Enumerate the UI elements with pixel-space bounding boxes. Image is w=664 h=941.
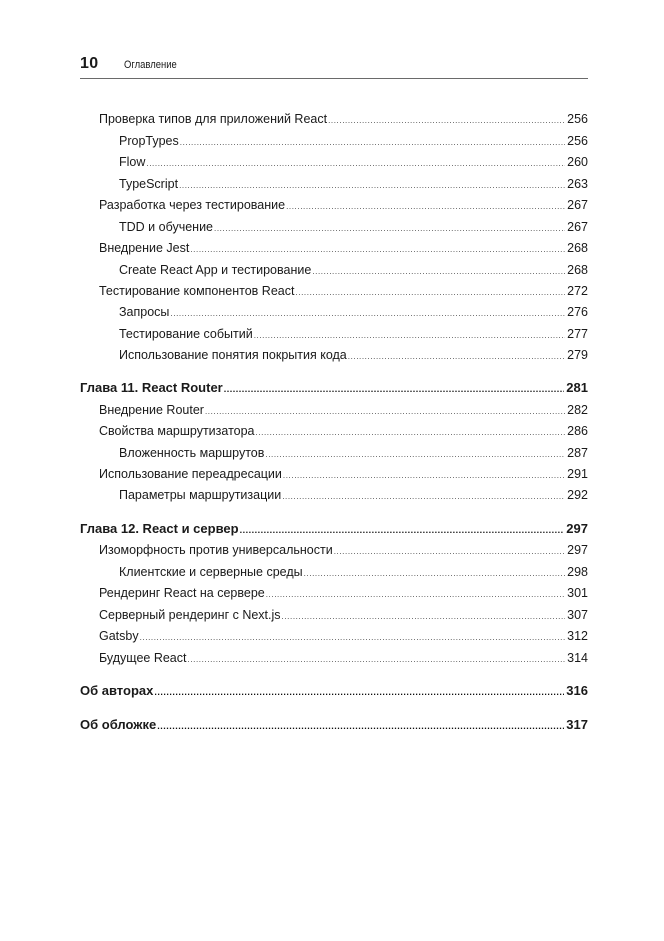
toc-entry: Внедрение Jest ..... 268 bbox=[99, 239, 588, 257]
toc-entry: Внедрение Router ..... 282 bbox=[99, 401, 588, 419]
toc-entry: TypeScript ..... 263 bbox=[119, 175, 588, 193]
toc-entry: Тестирование компонентов React ..... 272 bbox=[99, 282, 588, 300]
toc-entry: Свойства маршрутизатора ..... 286 bbox=[99, 422, 588, 440]
toc-chapter-entry: Об авторах ..... 316 bbox=[80, 682, 588, 700]
toc-entry: Использование переадресации ..... 291 bbox=[99, 465, 588, 483]
toc-entry: Тестирование событий ..... 277 bbox=[119, 325, 588, 343]
toc-entry: Flow ..... 260 bbox=[119, 153, 588, 171]
toc-entry: Запросы ..... 276 bbox=[119, 303, 588, 321]
toc-entry: Использование понятия покрытия кода ..... 279 bbox=[119, 346, 588, 364]
toc-entry: Create React App и тестирование ..... 268 bbox=[119, 261, 588, 279]
toc-entry: PropTypes ..... 256 bbox=[119, 132, 588, 150]
toc-entry: Проверка типов для приложений React ..... 256 bbox=[99, 110, 588, 128]
toc-chapter-entry: Глава 11. React Router ..... 281 bbox=[80, 379, 588, 397]
toc-chapter-entry: Об обложке ..... 317 bbox=[80, 716, 588, 734]
toc-entry: Изоморфность против универсальности ..... 297 bbox=[99, 541, 588, 559]
toc-entry: Будущее React ..... 314 bbox=[99, 649, 588, 667]
toc-entry: Серверный рендеринг с Next.js ..... 307 bbox=[99, 606, 588, 624]
toc-entry: Рендеринг React на сервере ..... 301 bbox=[99, 584, 588, 602]
running-title: Оглавление bbox=[124, 59, 177, 71]
toc-entry: Вложенность маршрутов ..... 287 bbox=[119, 444, 588, 462]
toc-entry: Клиентские и серверные среды ..... 298 bbox=[119, 563, 588, 581]
toc-entry: Разработка через тестирование ..... 267 bbox=[99, 196, 588, 214]
page-header bbox=[80, 52, 588, 79]
toc-chapter-entry: Глава 12. React и сервер ..... 297 bbox=[80, 520, 588, 538]
toc-entry: Gatsby ..... 312 bbox=[99, 627, 588, 645]
toc-entry: Параметры маршрутизации ..... 292 bbox=[119, 486, 588, 504]
toc-entry: TDD и обучение ..... 267 bbox=[119, 218, 588, 236]
page-number: 10 bbox=[80, 55, 99, 72]
